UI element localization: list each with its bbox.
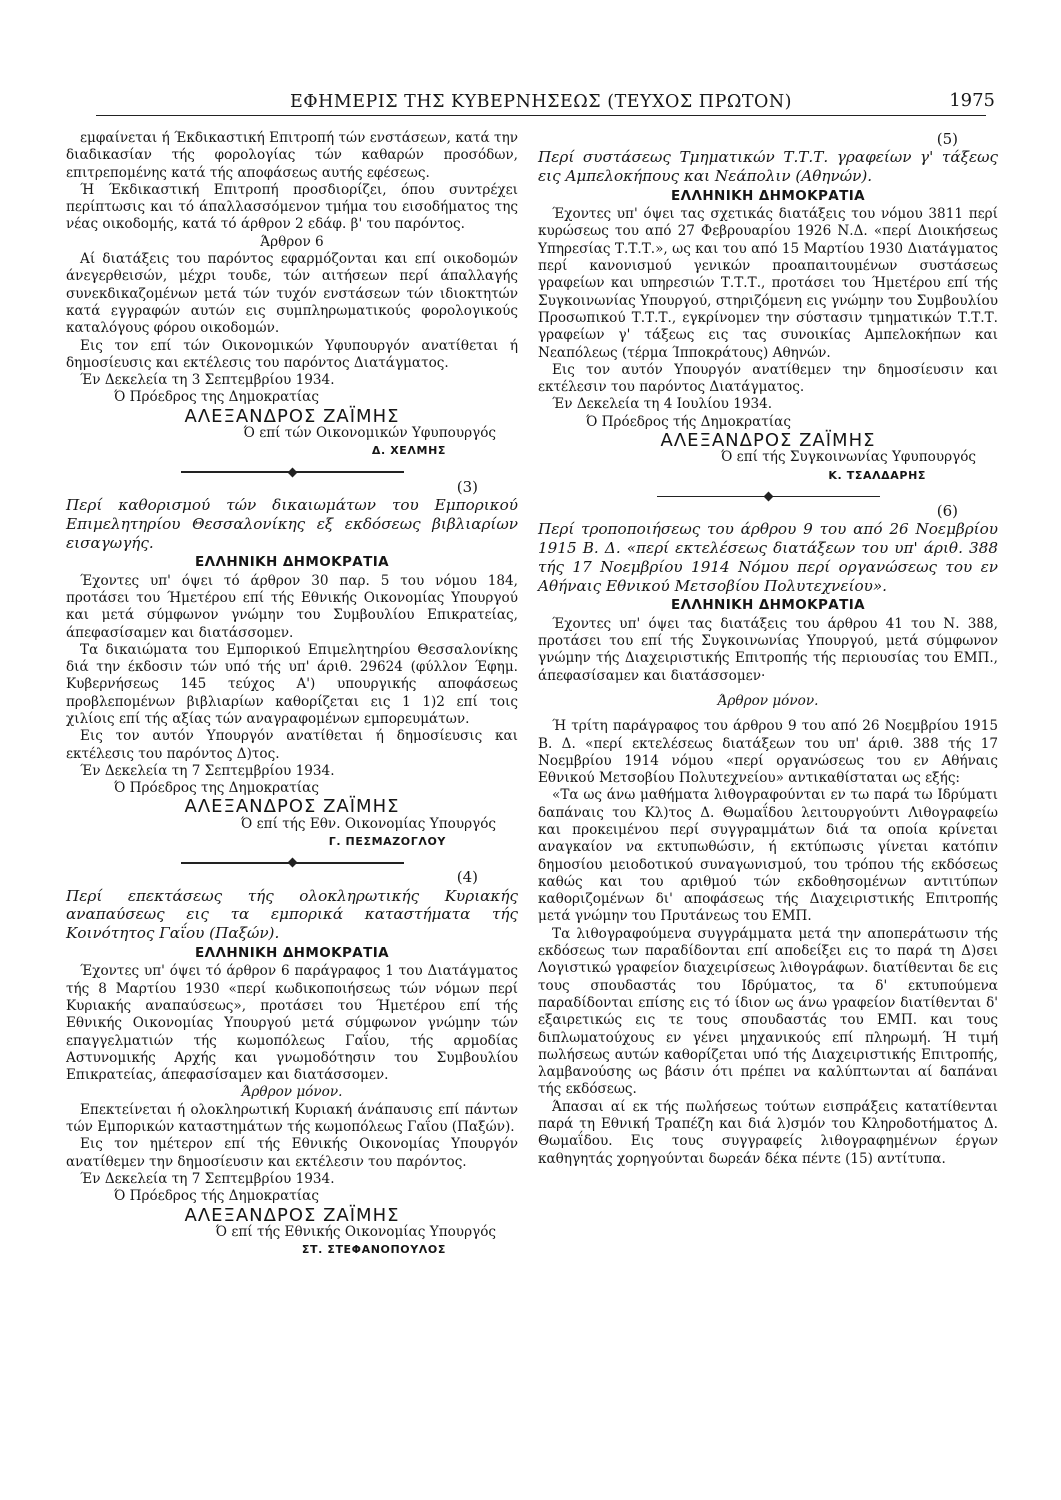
decree5-body-2: Εις τον αυτόν Υπουργόν ανατίθεμεν την δημοσίευσιν και εκτέλεσιν του παρόντος Διατάγματος. xyxy=(538,361,998,396)
decree5-president-name: ΑΛΕΞΑΝΔΡΟΣ ΖΑΪΜΗΣ xyxy=(660,430,876,452)
section-divider xyxy=(538,493,998,500)
decree5-subject: Περί συστάσεως Τμηματικών Τ.Τ.Τ. γραφείων γ' τάξεως εις Αμπελοκήπους και Νεάπολιν (Αθηνών). xyxy=(538,148,998,186)
decree4-article-title: Άρθρον μόνον. xyxy=(241,1084,343,1101)
decree3-body-3: Εις τον αυτόν Υπουργόν ανατίθεται ή δημοσίευσις και εκτέλεσις του παρόντος Δ)τος. xyxy=(66,728,518,762)
decree3-number: (3) xyxy=(456,477,478,496)
decree4-number: (4) xyxy=(456,868,478,887)
decree5-republic-heading: ΕΛΛΗΝΙΚΗ ΔΗΜΟΚΡΑΤΙΑ xyxy=(671,187,865,204)
decree5-number: (5) xyxy=(936,130,958,148)
decree4-minister-name: ΣΤ. ΣΤΕΦΑΝΟΠΟΥΛΟΣ xyxy=(301,1243,446,1257)
article-6-paragraph-1: Αί διατάξεις του παρόντος εφαρμόζονται και επί οικοδομών άνεγερθεισών, μέχρι τουδε, τών αιτήσεων περί άπαλλαγής συνεκδικαζομένων μετά τών τυχόν ενστάσεων τών ιδιοκτητών κατά εγγραφών αυτών εις συμπληρωματικούς φορολογικούς καταλόγους φόρου οικοδομών. xyxy=(66,251,518,337)
decree6-subject: Περί τροποποιήσεως του άρθρου 9 του από 26 Νοεμβρίου 1915 Β. Δ. «περί εκτελέσεως διατάξεων του υπ' άριθ. 388 τής 17 Νοεμβρίου 1914 Νόμου περί οργανώσεως του εν Αθήναις Εθνικού Μετσοβίου Πολυτεχνείου». xyxy=(538,520,998,595)
decree6-article-title: Άρθρον μόνον. xyxy=(717,692,819,709)
decree2-minister-name: Δ. ΧΕΛΜΗΣ xyxy=(371,444,446,458)
decree3-republic-heading: ΕΛΛΗΝΙΚΗ ΔΗΜΟΚΡΑΤΙΑ xyxy=(195,554,389,571)
decree4-date: Έν Δεκελεία τη 7 Σεπτεμβρίου 1934. xyxy=(80,1170,335,1187)
decree3-date: Έν Δεκελεία τη 7 Σεπτεμβρίου 1934. xyxy=(80,762,335,779)
decree2-date: Έν Δεκελεία τη 3 Σεπτεμβρίου 1934. xyxy=(80,372,335,389)
decree6-body-3: «Τα ως άνω μαθήματα λιθογραφούνται εν τω παρά τω Ιδρύματι δαπάναις του Κλ)τος Δ. Θωμαΐδου λειτουργούντι Λιθογραφείω και προκειμένου περί συγγραμμάτων διά τα οποία κρίνεται αναγκαίον να εκτυπωθώσιν, ή εκτύπωσις γίνεται κατόπιν δημοσίου μειοδοτικού συναγωνισμού, του τρόπου τής εκδόσεως καθώς και του αριθμού τών εκδοθησομένων αντιτύπων καθοριζομένων δι' αποφάσεως τής Διαχειριστικής Επιτροπής μετά γνώμην του Πρυτάνεως του ΕΜΠ. xyxy=(538,787,998,925)
decree3-body-2: Τα δικαιώματα του Εμπορικού Επιμελητηρίου Θεσσαλονίκης διά την έκδοσιν τών υπό τής υπ' άριθ. 29624 (φύλλον Έφημ. Κυβερνήσεως 145 τεύχος Α') υπουργικής αποφάσεως προβλεπομένων βιβλιαρίων καθορίζεται εις 1 1)2 επί τοις χιλίοις επί τής αξίας τών αναγραφομένων εμπορευμάτων. xyxy=(66,641,518,727)
decree4-body-1: Έχοντες υπ' όψει τό άρθρον 6 παράγραφος 1 του Διατάγματος τής 8 Μαρτίου 1930 «περί κωδικοποιήσεως τών νόμων περί Κυριακής αναπαύσεως», προτάσει του Ήμετέρου επί τής Εθνικής Οικονομίας Υπουργού μετά σύμφωνον γνώμην τών επαγγελματιών τής κωμοπόλεως Γαΐου, τής αρμοδίας Αστυνομικής Αρχής και γνωμοδότησιν του Συμβουλίου Επικρατείας, άπεφασίσαμεν και διατάσσομεν. xyxy=(66,963,518,1084)
decree6-republic-heading: ΕΛΛΗΝΙΚΗ ΔΗΜΟΚΡΑΤΙΑ xyxy=(671,597,865,614)
decree6-body-1: Έχοντες υπ' όψει τας διατάξεις του άρθρου 41 του Ν. 388, προτάσει του επί τής Συγκοινωνίας Υπουργού, μετά σύμφωνον γνώμην τής Διαχειριστικής Επιτροπής τής περιουσίας του ΕΜΠ., άπεφασίσαμεν και διατάσσομεν· xyxy=(538,615,998,684)
decree6-number: (6) xyxy=(936,501,958,520)
running-header: ΕΦΗΜΕΡΙΣ ΤΗΣ ΚΥΒΕΡΝΗΣΕΩΣ (ΤΕΥΧΟΣ ΠΡΩΤΟΝ) xyxy=(96,92,986,116)
decree5-minister-title: Ό επί τής Συγκοινωνίας Υφυπουργός xyxy=(720,449,976,466)
decree2-president-name: ΑΛΕΞΑΝΔΡΟΣ ΖΑΪΜΗΣ xyxy=(184,405,400,427)
decree5-body-1: Έχοντες υπ' όψει τας σχετικάς διατάξεις του νόμου 3811 περί κυρώσεως του από 27 Φεβρουαρίου 1926 Ν.Δ. «περί Διοικήσεως Υπηρεσίας Τ.Τ.Τ.», ως και του από 15 Μαρτίου 1930 Διατάγματος περί κανονισμού γενικών προαπαιτουμένων συστάσεως γραφείων και υπηρεσιών Τ.Τ.Τ., προτάσει του Ήμετέρου επί τής Συγκοινωνίας Υπουργού, στηριζόμενη εις γνώμην του Συμβουλίου Προσωπικού Τ.Τ.Τ., εγκρίνομεν την σύστασιν τμηματικών Τ.Τ.Τ. γραφείων γ' τάξεως εις τας συνοικίας Αμπελοκήπων και Νεαπόλεως (τέρμα Ίπποκράτους) Αθηνών. xyxy=(538,206,998,361)
decree4-republic-heading: ΕΛΛΗΝΙΚΗ ΔΗΜΟΚΡΑΤΙΑ xyxy=(195,945,389,962)
diamond-ornament-icon xyxy=(287,467,297,477)
decree6-body-2: Ή τρίτη παράγραφος του άρθρου 9 του από 26 Νοεμβρίου 1915 Β. Δ. «περί εκτελέσεως διατάξεων του υπ' άριθ. 388 τής 17 Νοεμβρίου 1914 νόμου «περί οργανώσεως του εν Αθήναις Εθνικού Μετσοβίου Πολυτεχνείου» αντικαθίσταται ως εξής: xyxy=(538,718,998,787)
left-column xyxy=(66,130,518,1258)
section-divider xyxy=(66,469,518,476)
decree3-minister-name: Γ. ΠΕΣΜΑΖΟΓΛΟΥ xyxy=(328,835,446,849)
decree3-minister-title: Ό επί τής Εθν. Οικονομίας Υπουργός xyxy=(240,815,496,832)
decree6-body-4: Τα λιθογραφούμενα συγγράμματα μετά την αποπεράτωσιν τής εκδόσεως των παραδίδονται επί αποδείξει εις το παρά τη Δ)σει Λογιστικώ γραφείον διαχειρίσεως λιθογράφων. διατίθενται δε εις τους σπουδαστάς του Ιδρύματος, τα δ' εκτυπούμενα παραδίδονται επίσης εις τό ίδιον ως άνω γραφείον διατίθενται δ' εξαιρετικώς εις τε τους σπουδαστάς του ΕΜΠ. και τους διπλωματούχους εν γένει μηχανικούς επί πληρωμή. Ή τιμή πωλήσεως αυτών καθορίζεται υπό τής Διαχειριστικής Επιτροπής, λαμβανούσης ως βάσιν ότι πρέπει να καλύπτωνται αί δαπάναι τής εκδόσεως. xyxy=(538,925,998,1098)
section-divider xyxy=(66,859,518,866)
decree3-body-1: Έχοντες υπ' όψει τό άρθρον 30 παρ. 5 του νόμου 184, προτάσει του Ήμετέρου επί τής Εθνικής Οικονομίας Υπουργού και μετά σύμφωνον γνώμην του Συμβουλίου Επικρατείας, άπεφασίσαμεν και διατάσσομεν. xyxy=(66,572,518,641)
page-number: 1975 xyxy=(949,90,995,111)
intro-paragraph-1: εμφαίνεται ή Έκδικαστική Επιτροπή τών ενστάσεων, κατά την διαδικασίαν τής φορολογίας τών καθαρών προσόδων, επιτρεπομένης κατά τής αποφάσεως αυτής εφέσεως. xyxy=(66,130,518,181)
decree4-minister-title: Ό επί τής Εθνικής Οικονομίας Υπουργός xyxy=(215,1223,496,1240)
decree5-minister-name: Κ. ΤΣΑΛΔΑΡΗΣ xyxy=(828,468,926,482)
decree6-body-5: Άπασαι αί εκ τής πωλήσεως τούτων εισπράξεις κατατίθενται παρά τη Εθνική Τραπέζη και διά λ)σμόν του Κληροδοτήματος Δ. Θωμαΐδου. Εις τους συγγραφείς λιθογραφημένων έργων καθηγητάς χορηγούνται δωρεάν δέκα πέντε (15) αντίτυπα. xyxy=(538,1098,998,1167)
decree4-body-3: Εις τον ημέτερον επί τής Εθνικής Οικονομίας Υπουργόν ανατίθεμεν την δημοσίευσιν και εκτέλεσιν του παρόντος. xyxy=(66,1136,518,1170)
article-6-paragraph-2: Εις τον επί τών Οικονομικών Υφυπουργόν ανατίθεται ή δημοσίευσις και εκτέλεσις του παρόντος Διατάγματος. xyxy=(66,337,518,371)
intro-paragraph-2: Ή Έκδικαστική Επιτροπή προσδιορίζει, όπου συντρέχει περίπτωσις και τό άπαλλασσόμενον τμήμα του εισοδήματος της νέας οικοδομής, κατά τό άρθρον 2 εδάφ. β' του παρόντος. xyxy=(66,181,518,233)
right-column xyxy=(538,130,998,1168)
decree4-president-title: Ό Πρόεδρος τής Δημοκρατίας xyxy=(114,1188,319,1205)
decree3-president-name: ΑΛΕΞΑΝΔΡΟΣ ΖΑΪΜΗΣ xyxy=(184,796,400,818)
decree4-body-2: Επεκτείνεται ή ολοκληρωτική Κυριακή άνάπαυσις επί πάντων τών Εμπορικών καταστημάτων τής κωμοπόλεως Γαΐου (Παξών). xyxy=(66,1101,518,1136)
decree2-minister-title: Ό επί τών Οικονομικών Υφυπουργός xyxy=(243,425,496,442)
decree3-subject: Περί καθορισμού τών δικαιωμάτων του Εμπορικού Επιμελητηρίου Θεσσαλονίκης εξ εκδόσεως βιβλιαρίων εισαγωγής. xyxy=(66,495,518,552)
article-6-title: Άρθρον 6 xyxy=(260,233,324,250)
decree5-date: Έν Δεκελεία τη 4 Ιουλίου 1934. xyxy=(552,396,773,413)
diamond-ornament-icon xyxy=(287,858,297,868)
decree4-president-name: ΑΛΕΞΑΝΔΡΟΣ ΖΑΪΜΗΣ xyxy=(184,1204,400,1226)
decree3-president-title: Ό Πρόεδρος της Δημοκρατίας xyxy=(114,780,319,797)
diamond-ornament-icon xyxy=(763,491,773,501)
decree4-subject: Περί επεκτάσεως τής ολοκληρωτικής Κυριακής αναπαύσεως εις τα εμπορικά καταστήματα τής Κοινότητος Γαΐου (Παξών). xyxy=(66,886,518,943)
decree5-president-title: Ό Πρόεδρος τής Δημοκρατίας xyxy=(586,413,791,430)
decree2-president-title: Ό Πρόεδρος της Δημοκρατίας xyxy=(114,389,319,406)
